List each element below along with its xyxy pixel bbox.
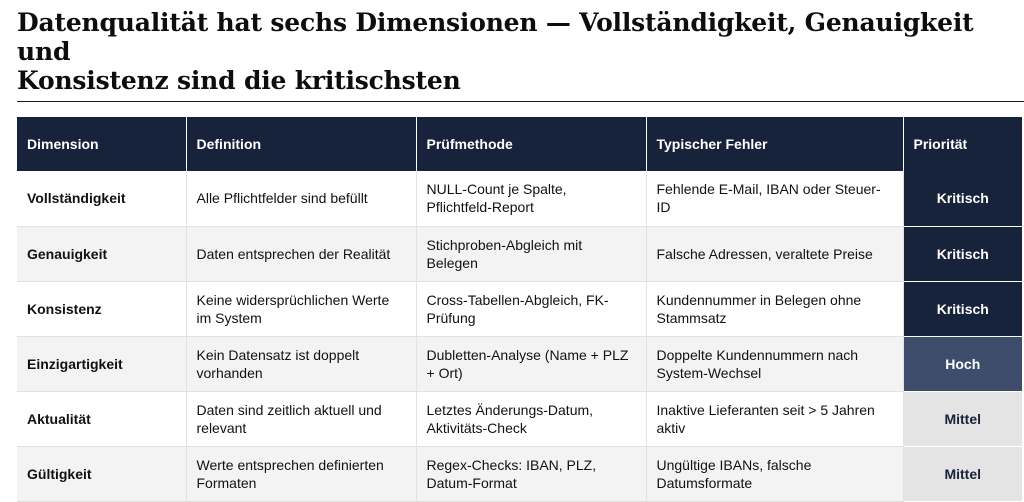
table-header-row <box>17 117 1022 171</box>
cell-dimension: Konsistenz <box>17 281 186 336</box>
cell-dimension: Genauigkeit <box>17 226 186 281</box>
priority-badge: Hoch <box>903 336 1022 391</box>
cell-method: Cross-Tabellen-Abgleich, FK-Prüfung <box>416 281 646 336</box>
cell-definition: Keine widersprüchlichen Werte im System <box>186 281 416 336</box>
table-row <box>17 336 1022 391</box>
cell-method: Letztes Änderungs-Datum, Aktivitäts-Check <box>416 391 646 446</box>
priority-badge: Kritisch <box>903 226 1022 281</box>
title-line-2: Konsistenz sind die kritischsten <box>17 66 461 95</box>
cell-error: Doppelte Kundennummern nach System-Wechsel <box>646 336 903 391</box>
page-title <box>17 8 1007 95</box>
cell-definition: Alle Pflichtfelder sind befüllt <box>186 171 416 226</box>
cell-error: Kundennummer in Belegen ohne Stammsatz <box>646 281 903 336</box>
cell-method: Regex-Checks: IBAN, PLZ, Datum-Format <box>416 446 646 501</box>
cell-definition: Kein Datensatz ist doppelt vorhanden <box>186 336 416 391</box>
cell-error: Inaktive Lieferanten seit > 5 Jahren aktiv <box>646 391 903 446</box>
cell-dimension: Einzigartigkeit <box>17 336 186 391</box>
table-row <box>17 446 1022 501</box>
table-row <box>17 171 1022 226</box>
cell-method: NULL-Count je Spalte, Pflichtfeld-Report <box>416 171 646 226</box>
table-row <box>17 281 1022 336</box>
cell-error: Ungültige IBANs, falsche Datumsformate <box>646 446 903 501</box>
cell-definition: Daten entsprechen der Realität <box>186 226 416 281</box>
data-quality-table <box>17 117 1022 502</box>
table-row <box>17 226 1022 281</box>
cell-error: Falsche Adressen, veraltete Preise <box>646 226 903 281</box>
cell-definition: Daten sind zeitlich aktuell und relevant <box>186 391 416 446</box>
priority-badge: Kritisch <box>903 281 1022 336</box>
header-definition: Definition <box>186 117 416 171</box>
cell-dimension: Gültigkeit <box>17 446 186 501</box>
header-dimension: Dimension <box>17 117 186 171</box>
priority-badge: Mittel <box>903 391 1022 446</box>
cell-method: Dubletten-Analyse (Name + PLZ + Ort) <box>416 336 646 391</box>
priority-badge: Kritisch <box>903 171 1022 226</box>
priority-badge: Mittel <box>903 446 1022 501</box>
header-method: Prüfmethode <box>416 117 646 171</box>
table-row <box>17 391 1022 446</box>
cell-definition: Werte entsprechen definierten Formaten <box>186 446 416 501</box>
cell-dimension: Vollständigkeit <box>17 171 186 226</box>
cell-dimension: Aktualität <box>17 391 186 446</box>
title-line-1: Datenqualität hat sechs Dimensionen — Vollständigkeit, Genauigkeit und <box>17 8 974 66</box>
cell-method: Stichproben-Abgleich mit Belegen <box>416 226 646 281</box>
cell-error: Fehlende E-Mail, IBAN oder Steuer-ID <box>646 171 903 226</box>
header-priority: Priorität <box>903 117 1022 171</box>
title-divider <box>17 101 1024 102</box>
header-error: Typischer Fehler <box>646 117 903 171</box>
